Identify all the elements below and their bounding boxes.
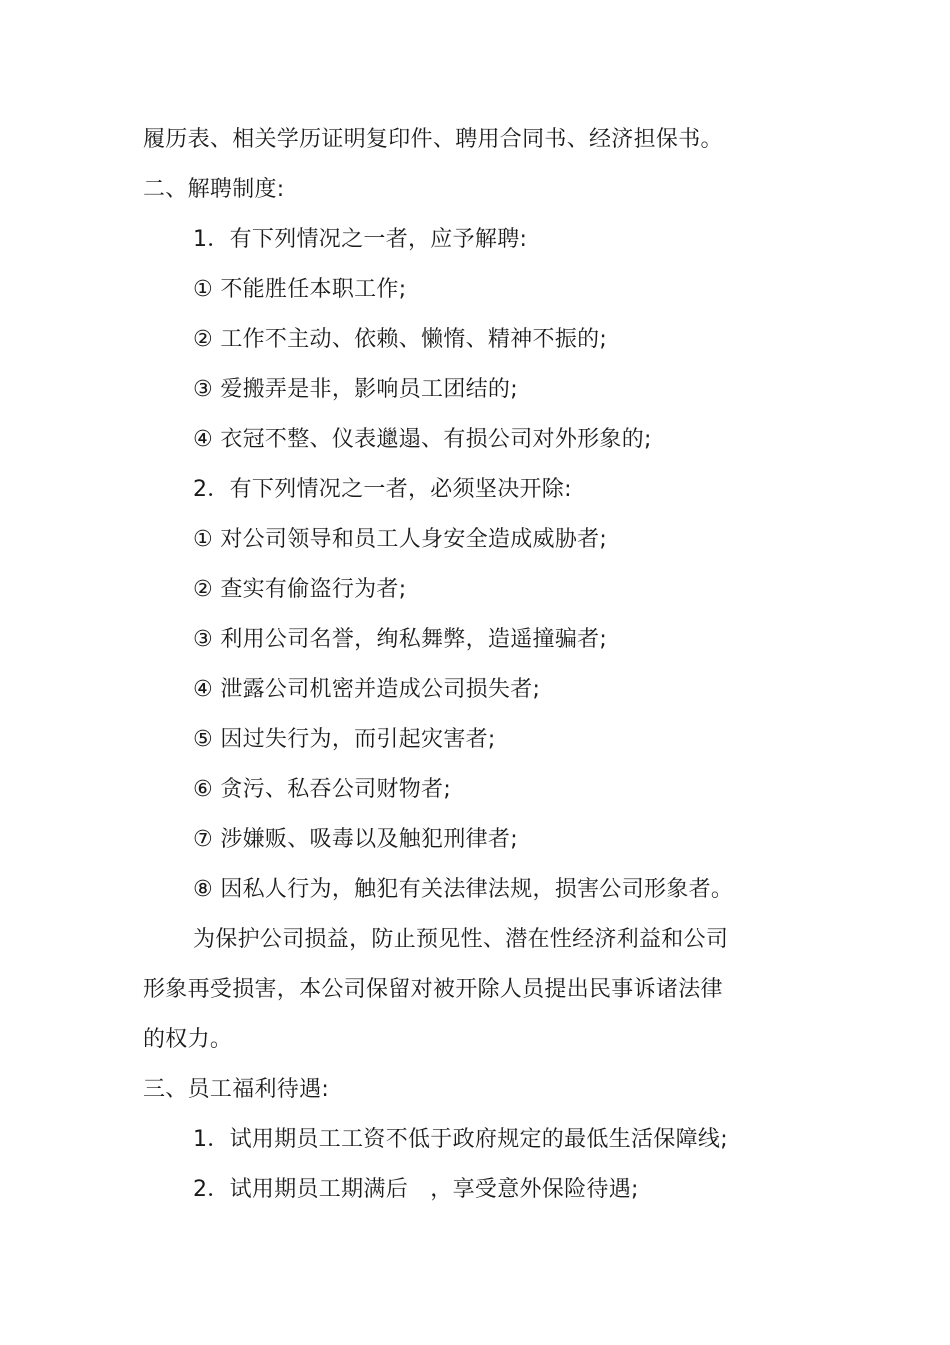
list-item: 1．试用期员工工资不低于政府规定的最低生活保障线;	[193, 1127, 728, 1152]
section-heading-benefits: 三、员工福利待遇:	[143, 1077, 330, 1102]
list-item: ⑥ 贪污、私吞公司财物者;	[193, 777, 452, 802]
list-item: ② 工作不主动、依赖、懒惰、精神不振的;	[193, 327, 608, 352]
subheading-expulsion-conditions: 2．有下列情况之一者，必须坚决开除:	[193, 477, 572, 502]
document-body	[0, 115, 950, 1215]
list-item: ③ 爱搬弄是非，影响员工团结的;	[193, 377, 518, 402]
list-item: 2．试用期员工期满后 ，享受意外保险待遇;	[193, 1177, 639, 1202]
paragraph-line: 形象再受损害，本公司保留对被开除人员提出民事诉诸法律	[143, 977, 723, 1002]
list-item: ⑤ 因过失行为，而引起灾害者;	[193, 727, 496, 752]
paragraph-line: 的权力。	[143, 1027, 233, 1052]
section-heading-dismissal: 二、解聘制度:	[143, 177, 285, 202]
subheading-dismissal-conditions: 1．有下列情况之一者，应予解聘:	[193, 227, 528, 252]
list-item: ④ 衣冠不整、仪表邋遢、有损公司对外形象的;	[193, 427, 652, 452]
list-item: ① 对公司领导和员工人身安全造成威胁者;	[193, 527, 608, 552]
text-line-1: 履历表、相关学历证明复印件、聘用合同书、经济担保书。	[143, 127, 723, 152]
paragraph-line: 为保护公司损益，防止预见性、潜在性经济利益和公司	[193, 927, 729, 952]
list-item: ④ 泄露公司机密并造成公司损失者;	[193, 677, 541, 702]
list-item: ② 查实有偷盗行为者;	[193, 577, 407, 602]
list-item: ⑧ 因私人行为，触犯有关法律法规，损害公司形象者。	[193, 877, 734, 902]
list-item: ① 不能胜任本职工作;	[193, 277, 407, 302]
list-item: ③ 利用公司名誉，绚私舞弊，造遥撞骗者;	[193, 627, 608, 652]
list-item: ⑦ 涉嫌贩、吸毒以及触犯刑律者;	[193, 827, 518, 852]
